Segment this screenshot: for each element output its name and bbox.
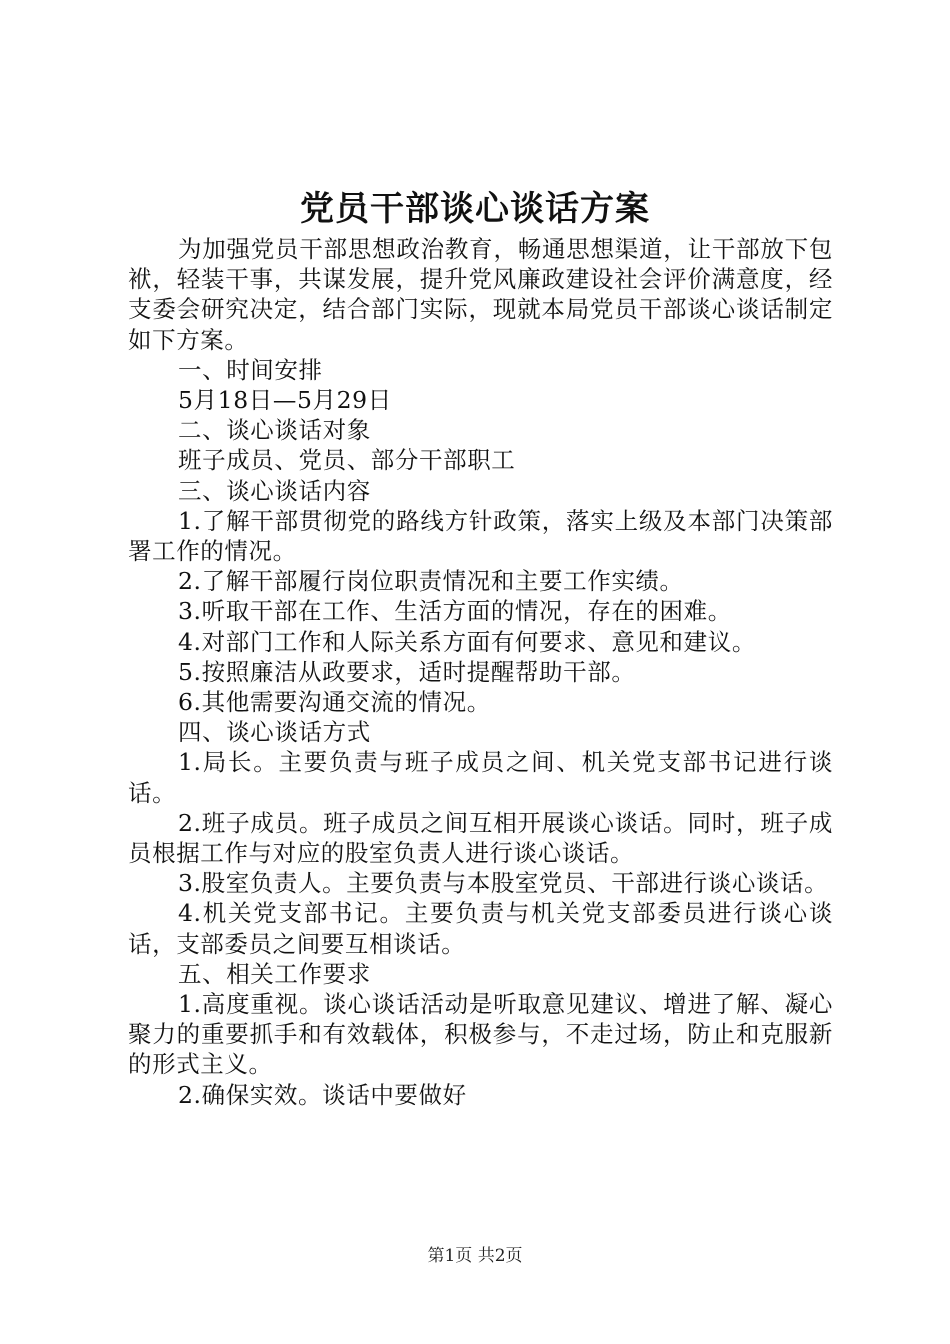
section-heading-targets: 二、谈心谈话对象 (178, 416, 371, 445)
content-item: 6.其他需要沟通交流的情况。 (178, 688, 491, 717)
method-item: 1.局长。主要负责与班子成员之间、机关党支部书记进行谈话。 (128, 748, 833, 807)
document-body (128, 234, 833, 1110)
content-item: 4.对部门工作和人际关系方面有何要求、意见和建议。 (178, 627, 756, 656)
time-range: 5月18日—5月29日 (178, 386, 392, 415)
document-title: 党员干部谈心谈话方案 (300, 189, 650, 229)
content-item: 3.听取干部在工作、生活方面的情况，存在的困难。 (178, 597, 732, 626)
requirement-item: 1.高度重视。谈心谈话活动是听取意见建议、增进了解、凝心聚力的重要抓手和有效载体，积极参与，不走过场，防止和克服新的形式主义。 (128, 990, 833, 1079)
section-heading-content: 三、谈心谈话内容 (178, 476, 371, 505)
method-item: 4.机关党支部书记。主要负责与机关党支部委员进行谈心谈话，支部委员之间要互相谈话。 (128, 899, 833, 958)
page-footer: 第1页 共2页 (427, 1246, 523, 1266)
method-item: 2.班子成员。班子成员之间互相开展谈心谈话。同时，班子成员根据工作与对应的股室负责人进行谈心谈话。 (128, 808, 833, 868)
section-heading-time: 一、时间安排 (178, 355, 323, 384)
section-heading-method: 四、谈心谈话方式 (178, 718, 371, 747)
method-item: 3.股室负责人。主要负责与本股室党员、干部进行谈心谈话。 (178, 869, 829, 898)
content-item: 2.了解干部履行岗位职责情况和主要工作实绩。 (178, 567, 684, 596)
content-item: 5.按照廉洁从政要求，适时提醒帮助干部。 (178, 657, 636, 686)
requirement-item: 2.确保实效。谈话中要做好 (178, 1080, 467, 1109)
intro-paragraph: 为加强党员干部思想政治教育，畅通思想渠道，让干部放下包袱，轻装干事，共谋发展，提升党风廉政建设社会评价满意度，经支委会研究决定，结合部门实际，现就本局党员干部谈心谈话制定如下方案。 (128, 235, 833, 354)
section-heading-requirements: 五、相关工作要求 (178, 959, 371, 988)
content-item: 1.了解干部贯彻党的路线方针政策，落实上级及本部门决策部署工作的情况。 (128, 506, 833, 566)
targets-list: 班子成员、党员、部分干部职工 (178, 446, 516, 475)
